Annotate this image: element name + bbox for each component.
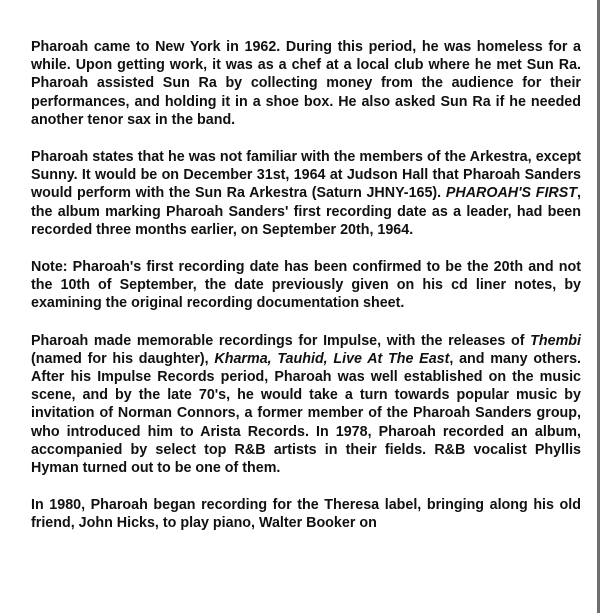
paragraph-recording-date-note (31, 258, 581, 313)
text-run: Note: Pharoah's first recording date has been confirmed to be the 20th and not the 10th of September, the date previously given on his cd liner notes, by examining the original recording documentation sheet. (31, 259, 581, 312)
text-run: Pharoah made memorable recordings for Impulse, with the releases of (31, 332, 531, 349)
album-titles-italic: Kharma, Tauhid, Live At The East (214, 350, 450, 367)
paragraph-arrival-new-york (31, 38, 581, 129)
text-run: , and many others. After his Impulse Records period, Pharoah was well established on the music scene, and by the late 70's, he would take a turn towards popular music by invitation of Norman Connors, a former member of the Pharoah Sanders group, who introduced him to Arista Records. In 1978, Pharoah recorded an album, accompanied by select top R&B artists in their fields. R&B vocalist Phyllis Hyman turned out to be one of them. (31, 350, 581, 477)
text-run: , the album marking Pharoah Sanders' first recording date as a leader, had been recorded three months earlier, on September 20th, 1964. (31, 185, 581, 238)
text-run: Pharoah states that he was not familiar with the members of the Arkestra, except Sunny. It would be on December 31st, 1964 at Judson Hall that Pharoah Sanders would perform with the Sun Ra Arkestra (Saturn JHNY-165). (31, 149, 581, 202)
text-run: In 1980, Pharoah began recording for the Theresa label, bringing along his old friend, John Hicks, to play piano, Walter Booker on (31, 497, 581, 532)
text-run: Pharoah came to New York in 1962. During this period, he was homeless for a while. Upon getting work, it was as a chef at a local club where he met Sun Ra. Pharoah assisted Sun Ra by collecting money from the audience for their performances, and holding it in a shoe box. He also asked Sun Ra if he needed another tenor sax in the band. (31, 39, 581, 128)
album-title-italic: PHAROAH'S FIRST (445, 185, 578, 202)
paragraph-theresa-label (31, 496, 581, 532)
paragraph-impulse-recordings (31, 332, 581, 478)
body-text (31, 38, 581, 552)
paragraph-arkestra-judson-hall (31, 148, 581, 239)
text-run: (named for his daughter), (31, 350, 215, 367)
album-title-italic: Thembi (530, 332, 581, 349)
